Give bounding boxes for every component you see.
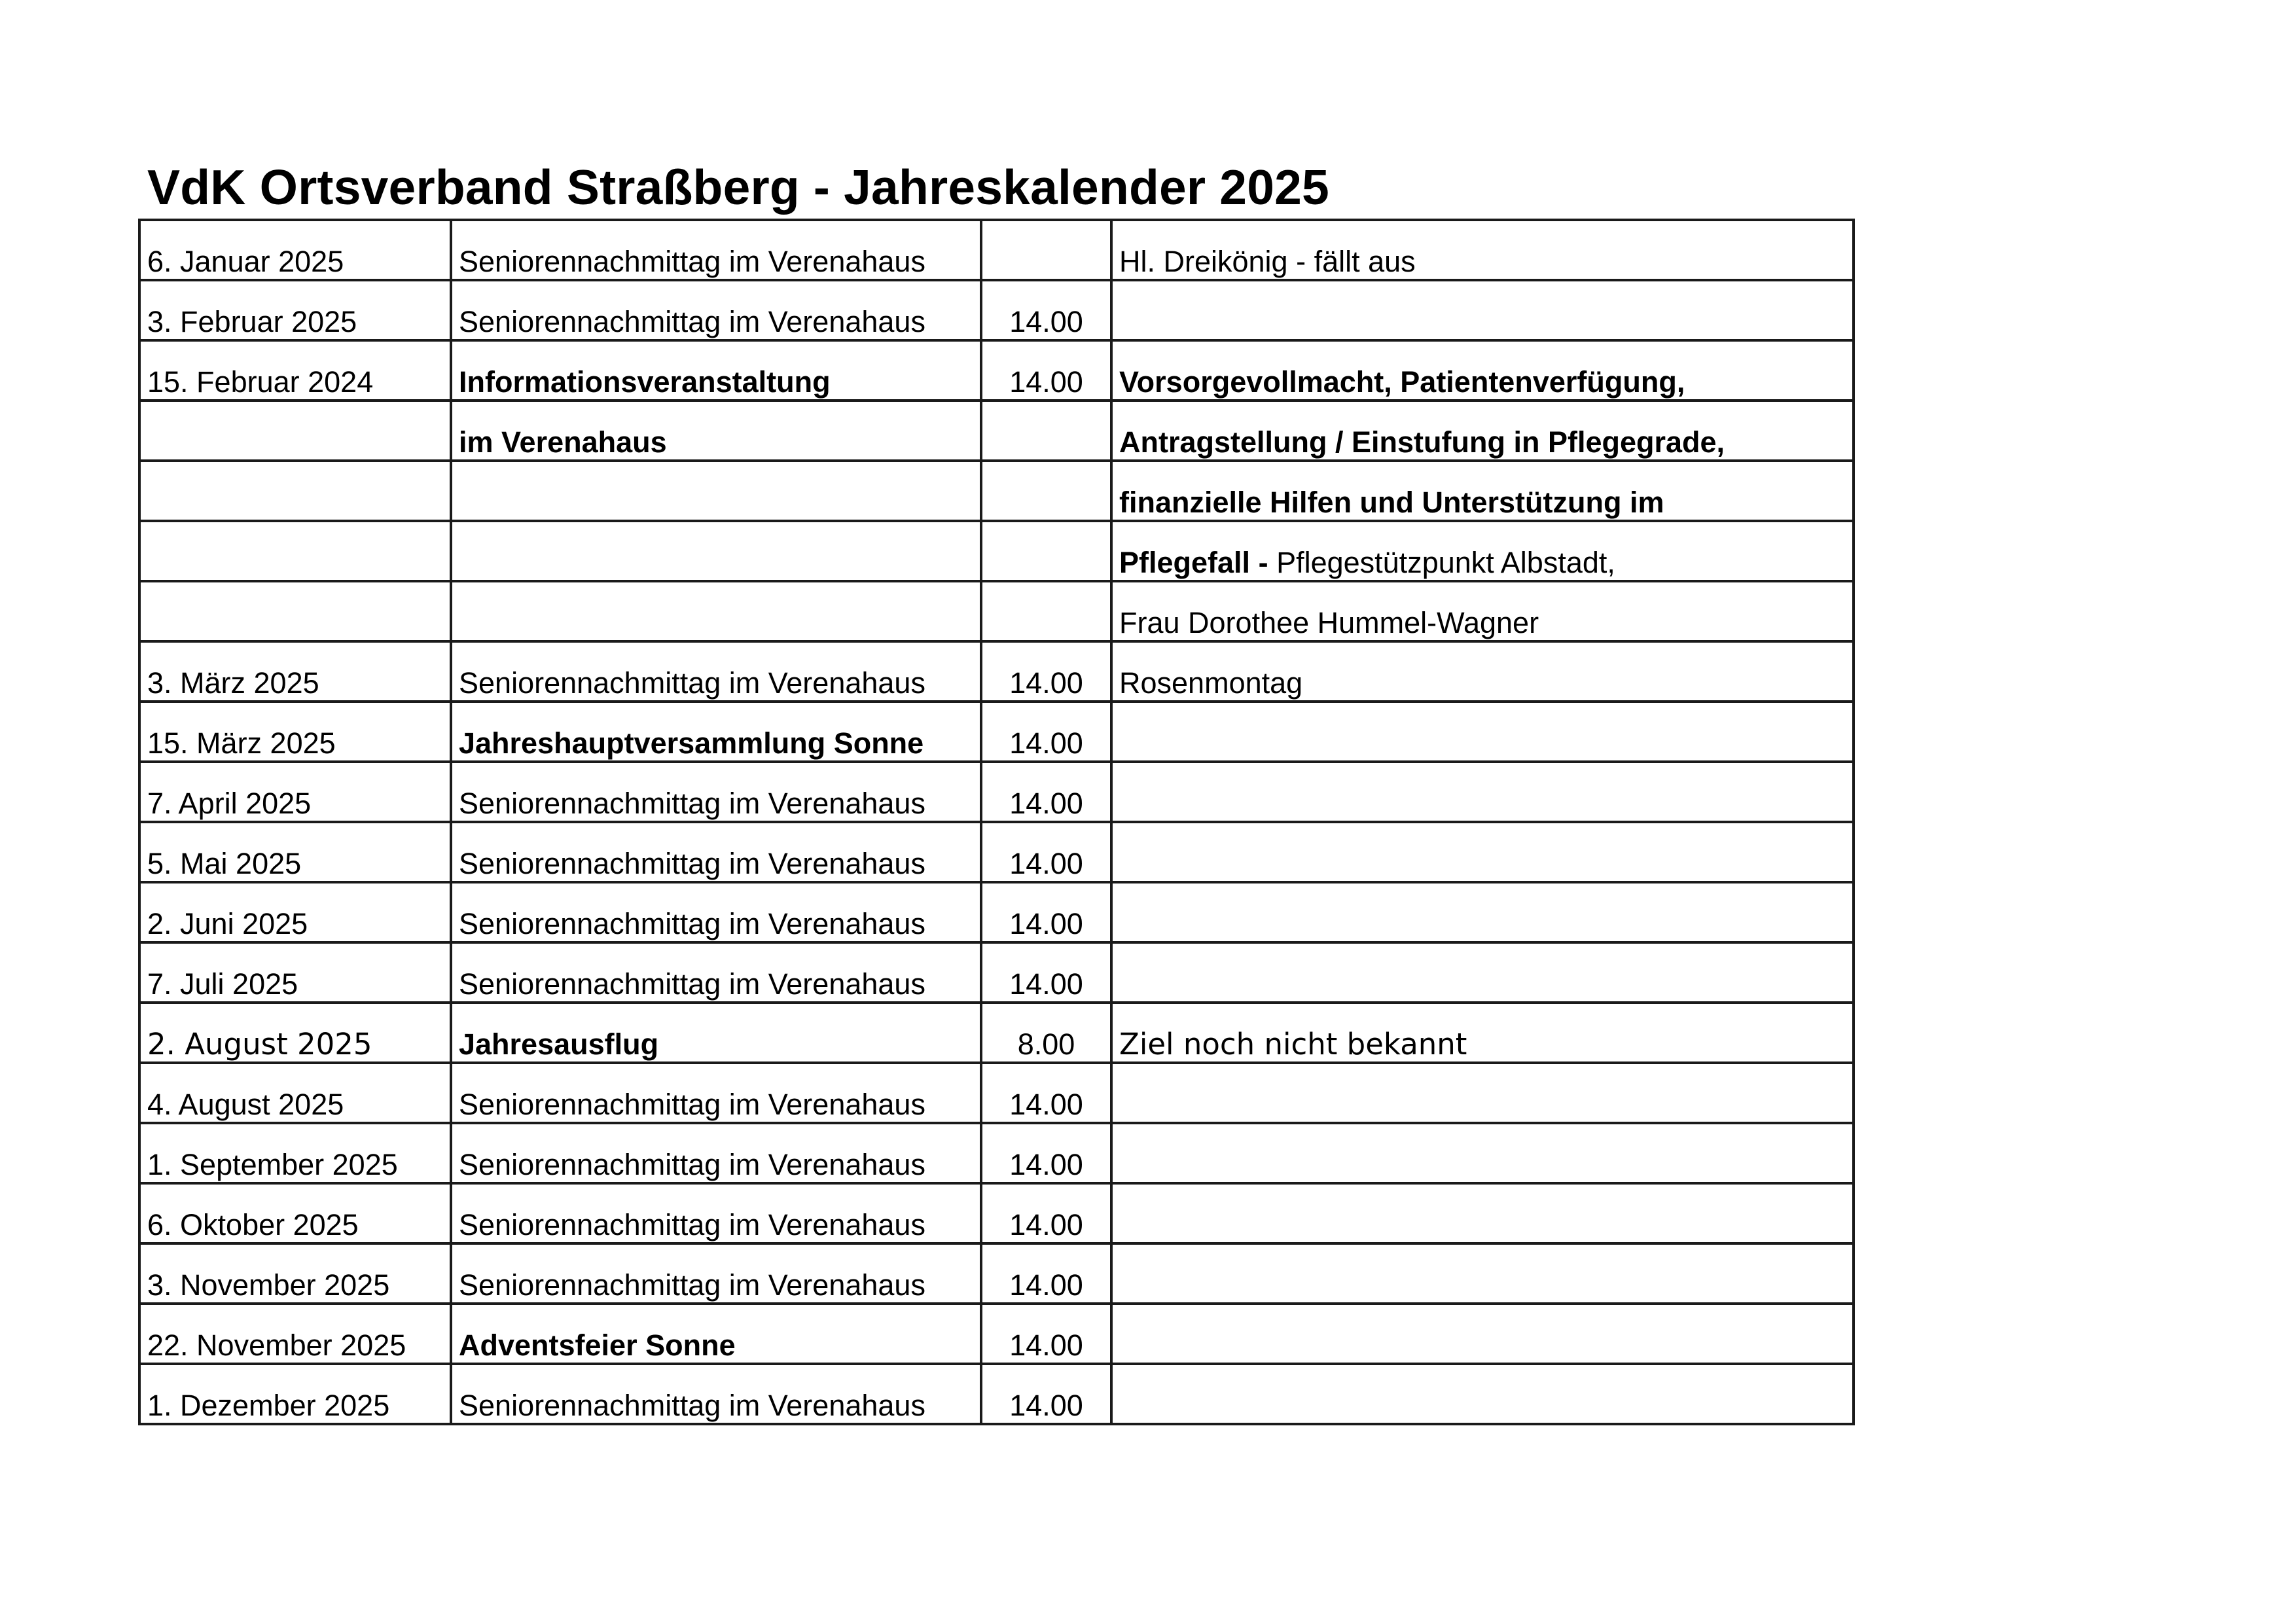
date-cell: 7. Juli 2025 <box>139 942 451 1003</box>
date-cell: 1. September 2025 <box>139 1123 451 1183</box>
table-row <box>139 521 1854 581</box>
note-cell: Vorsorgevollmacht, Patientenverfügung, <box>1111 340 1854 401</box>
table-row <box>139 1304 1854 1364</box>
note-cell: Hl. Dreikönig - fällt aus <box>1111 220 1854 280</box>
note-cell <box>1111 942 1854 1003</box>
date-cell: 2. August 2025 <box>139 1003 451 1063</box>
event-cell: Seniorennachmittag im Verenahaus <box>451 641 981 702</box>
time-cell: 8.00 <box>981 1003 1111 1063</box>
event-cell: Seniorennachmittag im Verenahaus <box>451 1123 981 1183</box>
note-cell <box>1111 1123 1854 1183</box>
time-cell <box>981 220 1111 280</box>
note-cell <box>1111 1183 1854 1243</box>
date-cell: 3. März 2025 <box>139 641 451 702</box>
event-cell: Informationsveranstaltung <box>451 340 981 401</box>
time-cell: 14.00 <box>981 882 1111 942</box>
time-cell <box>981 581 1111 641</box>
page-title: VdK Ortsverband Straßberg - Jahreskalender 2025 <box>147 160 1329 215</box>
note-cell <box>1111 521 1854 581</box>
table-row <box>139 1123 1854 1183</box>
note-cell: finanzielle Hilfen und Unterstützung im <box>1111 461 1854 521</box>
event-cell: Seniorennachmittag im Verenahaus <box>451 882 981 942</box>
date-cell: 15. Februar 2024 <box>139 340 451 401</box>
calendar-table <box>138 219 1855 1425</box>
time-cell: 14.00 <box>981 1183 1111 1243</box>
table-row <box>139 461 1854 521</box>
time-cell: 14.00 <box>981 1304 1111 1364</box>
note-cell <box>1111 1243 1854 1304</box>
event-cell: Seniorennachmittag im Verenahaus <box>451 822 981 882</box>
time-cell: 14.00 <box>981 641 1111 702</box>
note-bold-part: Pflegefall - <box>1119 546 1277 579</box>
date-cell: 7. April 2025 <box>139 762 451 822</box>
event-cell: Jahreshauptversammlung Sonne <box>451 702 981 762</box>
date-cell: 4. August 2025 <box>139 1063 451 1123</box>
date-cell: 6. Oktober 2025 <box>139 1183 451 1243</box>
table-row <box>139 882 1854 942</box>
date-cell: 3. November 2025 <box>139 1243 451 1304</box>
date-cell <box>139 581 451 641</box>
time-cell: 14.00 <box>981 340 1111 401</box>
event-cell: Seniorennachmittag im Verenahaus <box>451 1364 981 1424</box>
note-cell <box>1111 280 1854 340</box>
date-cell: 15. März 2025 <box>139 702 451 762</box>
event-cell <box>451 461 981 521</box>
table-row <box>139 1364 1854 1424</box>
note-cell <box>1111 822 1854 882</box>
date-cell <box>139 401 451 461</box>
event-cell <box>451 521 981 581</box>
event-cell: Seniorennachmittag im Verenahaus <box>451 1243 981 1304</box>
table-row <box>139 220 1854 280</box>
table-row <box>139 581 1854 641</box>
time-cell: 14.00 <box>981 1364 1111 1424</box>
date-cell <box>139 461 451 521</box>
note-cell <box>1111 882 1854 942</box>
time-cell: 14.00 <box>981 1123 1111 1183</box>
table-row <box>139 1183 1854 1243</box>
event-cell: Seniorennachmittag im Verenahaus <box>451 942 981 1003</box>
event-cell <box>451 581 981 641</box>
time-cell: 14.00 <box>981 762 1111 822</box>
table-row <box>139 1243 1854 1304</box>
event-cell: Seniorennachmittag im Verenahaus <box>451 280 981 340</box>
time-cell <box>981 461 1111 521</box>
table-row <box>139 340 1854 401</box>
note-cell: Ziel noch nicht bekannt <box>1111 1003 1854 1063</box>
table-row <box>139 1063 1854 1123</box>
event-cell: Seniorennachmittag im Verenahaus <box>451 762 981 822</box>
date-cell: 3. Februar 2025 <box>139 280 451 340</box>
note-cell <box>1111 1304 1854 1364</box>
note-cell: Antragstellung / Einstufung in Pflegegrade, <box>1111 401 1854 461</box>
table-row <box>139 280 1854 340</box>
time-cell: 14.00 <box>981 822 1111 882</box>
event-cell: Jahresausflug <box>451 1003 981 1063</box>
table-row <box>139 762 1854 822</box>
table-row <box>139 822 1854 882</box>
date-cell: 1. Dezember 2025 <box>139 1364 451 1424</box>
time-cell: 14.00 <box>981 1243 1111 1304</box>
note-cell <box>1111 702 1854 762</box>
event-cell: im Verenahaus <box>451 401 981 461</box>
table-row <box>139 1003 1854 1063</box>
time-cell: 14.00 <box>981 942 1111 1003</box>
time-cell: 14.00 <box>981 702 1111 762</box>
note-cell <box>1111 1364 1854 1424</box>
time-cell: 14.00 <box>981 1063 1111 1123</box>
date-cell: 6. Januar 2025 <box>139 220 451 280</box>
event-cell: Seniorennachmittag im Verenahaus <box>451 1063 981 1123</box>
note-cell <box>1111 762 1854 822</box>
event-cell: Seniorennachmittag im Verenahaus <box>451 220 981 280</box>
date-cell: 22. November 2025 <box>139 1304 451 1364</box>
event-cell: Adventsfeier Sonne <box>451 1304 981 1364</box>
time-cell <box>981 401 1111 461</box>
date-cell <box>139 521 451 581</box>
note-cell: Rosenmontag <box>1111 641 1854 702</box>
table-row <box>139 641 1854 702</box>
table-row <box>139 942 1854 1003</box>
time-cell <box>981 521 1111 581</box>
event-cell: Seniorennachmittag im Verenahaus <box>451 1183 981 1243</box>
note-cell: Frau Dorothee Hummel-Wagner <box>1111 581 1854 641</box>
date-cell: 5. Mai 2025 <box>139 822 451 882</box>
date-cell: 2. Juni 2025 <box>139 882 451 942</box>
table-row <box>139 401 1854 461</box>
note-regular-part: Pflegestützpunkt Albstadt, <box>1276 546 1615 579</box>
table-row <box>139 702 1854 762</box>
note-cell <box>1111 1063 1854 1123</box>
time-cell: 14.00 <box>981 280 1111 340</box>
